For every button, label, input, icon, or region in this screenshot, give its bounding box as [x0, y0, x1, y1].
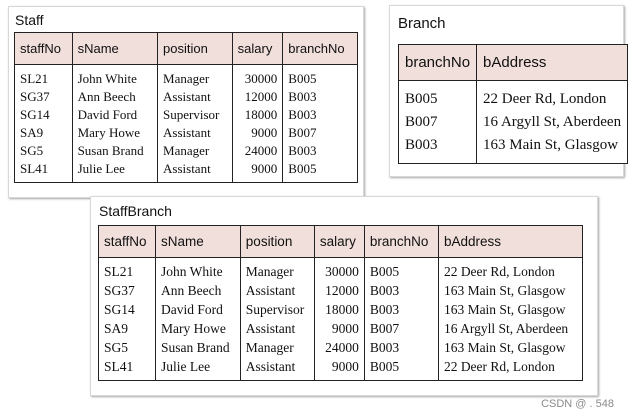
table-cell: B005 — [405, 91, 438, 107]
staff-header-row — [15, 33, 358, 65]
table-cell: Manager — [163, 143, 210, 158]
table-cell: SG5 — [104, 340, 129, 355]
column-header-branchno: branchNo — [364, 226, 438, 258]
column-header-position: position — [158, 33, 233, 65]
table-cell: 30000 — [244, 71, 278, 86]
table-cell: David Ford — [77, 107, 138, 122]
table-cell: SG5 — [20, 143, 44, 158]
table-cell: 22 Deer Rd, London — [483, 91, 607, 107]
table-cell: Assistant — [245, 283, 296, 298]
table-cell: B003 — [369, 283, 400, 298]
table-cell: 18000 — [244, 107, 278, 122]
table-cell: Manager — [245, 264, 294, 279]
column-header-sname: sName — [72, 33, 157, 65]
staff-branch-header-row — [99, 226, 583, 258]
column-cells-sname — [72, 65, 157, 183]
branch-title: Branch — [398, 15, 446, 32]
branch-header-row — [399, 45, 628, 81]
table-cell: B005 — [369, 264, 400, 279]
column-cells-branchno — [399, 81, 477, 164]
table-cell: SG37 — [20, 89, 50, 104]
table-cell: 163 Main St, Glasgow — [443, 302, 566, 317]
column-cells-branchno — [283, 65, 358, 183]
table-cell: SG14 — [20, 107, 50, 122]
table-cell: Assistant — [245, 321, 296, 336]
table-cell: SA9 — [104, 321, 129, 336]
table-cell: SA9 — [20, 125, 44, 140]
table-cell: Assistant — [163, 161, 211, 176]
table-cell: 16 Argyll St, Aberdeen — [483, 114, 622, 130]
table-cell: SL21 — [104, 264, 134, 279]
column-header-baddress: bAddress — [438, 226, 582, 258]
table-cell: 24000 — [325, 340, 359, 355]
table-cell: 22 Deer Rd, London — [443, 359, 555, 374]
table-cell: 163 Main St, Glasgow — [483, 137, 619, 153]
table-cell: 22 Deer Rd, London — [443, 264, 555, 279]
column-header-branchno: branchNo — [399, 45, 477, 81]
table-cell: B007 — [369, 321, 400, 336]
table-cell: 9000 — [331, 321, 359, 336]
table-cell: Assistant — [163, 125, 211, 140]
table-cell: 30000 — [325, 264, 359, 279]
table-cell: Mary Howe — [161, 321, 226, 336]
table-cell: SG14 — [104, 302, 135, 317]
column-cells-baddress — [477, 81, 628, 164]
table-cell: Manager — [163, 71, 210, 86]
table-cell: Supervisor — [245, 302, 305, 317]
table-cell: Ann Beech — [161, 283, 222, 298]
column-cells-staffno — [99, 258, 156, 381]
table-cell: B003 — [288, 89, 317, 104]
branch-table — [398, 44, 628, 164]
table-cell: 163 Main St, Glasgow — [443, 340, 566, 355]
table-cell: Manager — [245, 340, 294, 355]
column-cells-baddress — [438, 258, 582, 381]
column-header-sname: sName — [156, 226, 241, 258]
table-cell: B005 — [288, 71, 317, 86]
table-cell: B003 — [369, 340, 400, 355]
table-cell: Ann Beech — [77, 89, 136, 104]
column-cells-position — [158, 65, 233, 183]
staff-branch-panel — [90, 196, 598, 396]
table-cell: Mary Howe — [77, 125, 141, 140]
table-cell: 163 Main St, Glasgow — [443, 283, 566, 298]
table-cell: 12000 — [325, 283, 359, 298]
staff-body — [15, 65, 358, 183]
column-cells-position — [240, 258, 314, 381]
column-header-staffno: staffNo — [99, 226, 156, 258]
table-cell: B003 — [405, 137, 438, 153]
staff-branch-body — [99, 258, 583, 381]
table-cell: 9000 — [251, 161, 278, 176]
table-cell: John White — [161, 264, 223, 279]
table-cell: 16 Argyll St, Aberdeen — [443, 321, 569, 336]
table-cell: SL41 — [104, 359, 134, 374]
staff-branch-table — [98, 225, 583, 381]
table-cell: Julie Lee — [161, 359, 211, 374]
column-header-salary: salary — [314, 226, 364, 258]
column-cells-salary — [232, 65, 283, 183]
table-cell: Julie Lee — [77, 161, 125, 176]
table-cell: B007 — [405, 114, 438, 130]
staff-panel — [8, 6, 364, 198]
table-cell: SL21 — [20, 71, 49, 86]
table-cell: Assistant — [163, 89, 211, 104]
table-cell: 24000 — [244, 143, 278, 158]
table-cell: B005 — [369, 359, 400, 374]
table-cell: Susan Brand — [77, 143, 144, 158]
watermark: CSDN @ . 548 — [541, 398, 614, 410]
staff-title: Staff — [15, 12, 44, 28]
branch-panel — [389, 5, 624, 177]
table-cell: B007 — [288, 125, 317, 140]
column-header-branchno: branchNo — [283, 33, 358, 65]
column-header-staffno: staffNo — [15, 33, 73, 65]
column-cells-salary — [314, 258, 364, 381]
table-cell: Assistant — [245, 359, 296, 374]
table-cell: Supervisor — [163, 107, 220, 122]
column-header-baddress: bAddress — [477, 45, 628, 81]
table-cell: SL41 — [20, 161, 49, 176]
column-cells-branchno — [364, 258, 438, 381]
column-cells-staffno — [15, 65, 73, 183]
table-cell: 9000 — [251, 125, 278, 140]
table-cell: David Ford — [161, 302, 223, 317]
table-cell: 9000 — [331, 359, 359, 374]
table-cell: B003 — [288, 107, 317, 122]
column-header-position: position — [240, 226, 314, 258]
table-cell: John White — [77, 71, 137, 86]
column-cells-sname — [156, 258, 241, 381]
table-cell: 18000 — [325, 302, 359, 317]
table-cell: Susan Brand — [161, 340, 230, 355]
table-cell: SG37 — [104, 283, 135, 298]
staff-table — [14, 32, 358, 183]
table-cell: B005 — [288, 161, 317, 176]
column-header-salary: salary — [232, 33, 283, 65]
table-cell: 12000 — [244, 89, 278, 104]
staff-branch-title: StaffBranch — [99, 203, 172, 219]
table-cell: B003 — [288, 143, 317, 158]
branch-body — [399, 81, 628, 164]
table-cell: B003 — [369, 302, 400, 317]
